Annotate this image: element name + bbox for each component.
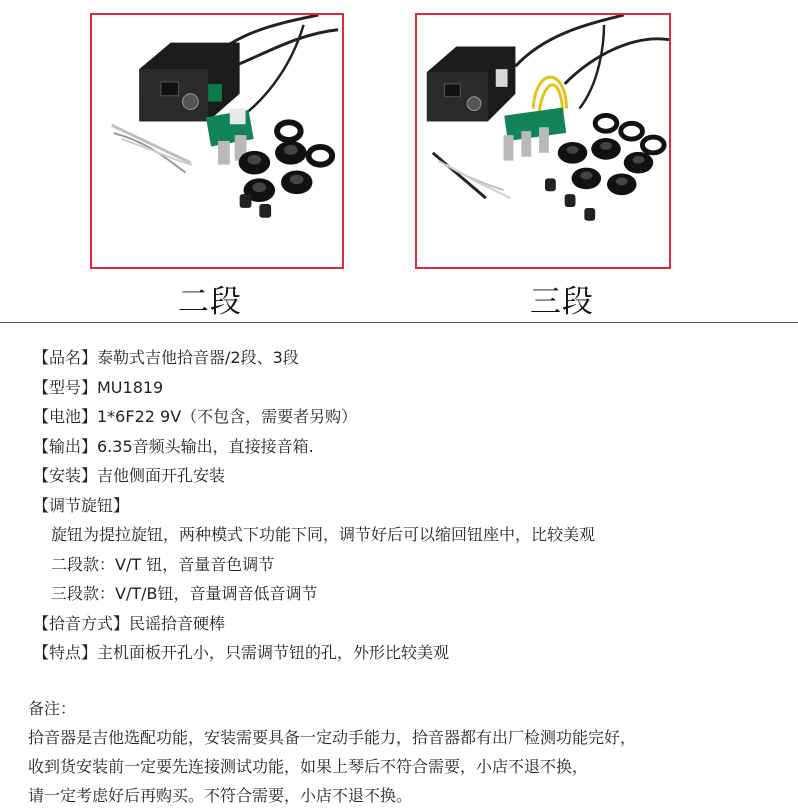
pickup-two-section-illustration: [92, 15, 342, 267]
section-divider: [0, 322, 798, 323]
spec-product-name: 【品名】泰勒式吉他拾音器/2段、3段: [33, 348, 299, 367]
spec-list: [33, 343, 783, 668]
spec-three-section-knobs: 三段款：V/T/B钮，音量调音低音调节: [51, 584, 318, 603]
spec-knob-heading: 【调节旋钮】: [33, 495, 130, 515]
pickup-three-section-illustration: [417, 15, 669, 267]
product-photo-three-section: [415, 13, 671, 269]
notes-heading: 备注：: [28, 699, 77, 718]
notes-line-1: 拾音器是吉他选配功能，安装需要具备一定动手能力，拾音器都有出厂检测功能完好，: [28, 728, 637, 747]
spec-output: 【输出】6.35音频头输出，直接接音箱.: [33, 436, 314, 456]
spec-features: 【特点】主机面板开孔小，只需调节钮的孔，外形比较美观: [33, 643, 450, 662]
spec-install: 【安装】吉他侧面开孔安装: [33, 466, 226, 485]
spec-pickup-method: 【拾音方式】民谣拾音硬棒: [33, 613, 226, 633]
caption-two-section: 二段: [178, 284, 242, 320]
spec-two-section-knobs: 二段款：V/T 钮，音量音色调节: [51, 554, 275, 574]
caption-three-section: 三段: [530, 284, 594, 320]
notes-block: [28, 694, 788, 810]
notes-line-3: 请一定考虑好后再购买。不符合需要，小店不退不换。: [28, 786, 413, 805]
product-photo-two-section: [90, 13, 344, 269]
notes-line-2: 收到货安装前一定要先连接测试功能，如果上琴后不符合需要，小店不退不换，: [28, 757, 589, 776]
spec-knob-description: 旋钮为提拉旋钮，两种模式下功能下同，调节好后可以缩回钮座中，比较美观: [51, 525, 596, 544]
spec-model: 【型号】MU1819: [33, 377, 164, 397]
spec-battery: 【电池】1*6F22 9V（不包含，需要者另购）: [33, 407, 358, 426]
